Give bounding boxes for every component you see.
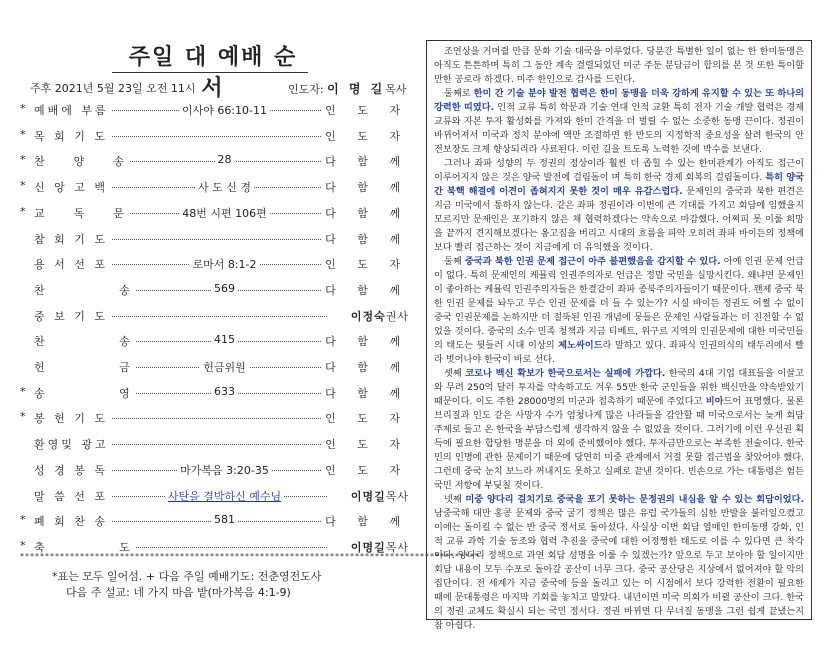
order-row	[20, 256, 415, 272]
article-highlight: 코로나 백신 확보가 한국으로서는 실패에 가깝다.	[465, 368, 666, 379]
order-item-detail-text: 이사야 66:10-11	[179, 104, 270, 117]
article-text: 드어 표명했다. 물론 브리질과 인도 같은 사망자 수가 엄청나게 많은 나라들을 감안할 때 미국으로서는 늦게 회담 주제로 들고 온 한국을 부담스럽게 생각하지 않을 수 없었을 것이다. 그러기에 이런 우선권 획득에 필요한 합당한 명분을 더 외에 준비했어야 했다. 투자금만으로는 부족한 전술이다. 한국민의 인명에 관한 문제이기 때문에 당연히 미중 관계에서 거절 못할 접근법을 찾았어야 했다. 그런데 중국 눈치 보느라 꺼내지도 못하고 실패로 끝낸 것이다. 빈손으로 가는 대통령은 험든 국민 저항에 부딪칠 것이다.	[434, 396, 805, 491]
order-item-detail-text: 633	[211, 385, 238, 398]
note-standing: *표는 모두 일어섬. + 다음 주일 예배기도: 전춘영전도사	[52, 570, 322, 583]
article-text: 둘째로	[444, 88, 474, 99]
leader-dots	[90, 444, 327, 445]
standing-mark: *	[20, 538, 26, 552]
order-row	[20, 359, 415, 375]
article-paragraph	[434, 45, 804, 87]
article-highlight: 특히 양국 간 북핵 해결에 이견이 좁혀지지 못한 것이 매우 유감스럽다.	[434, 172, 804, 197]
leader-name: 이명길	[350, 540, 386, 554]
leader-name: 다 함 께	[325, 155, 409, 169]
article-text: 인적 교류 특히 학문과 기술 연대 인적 교환 특히 전자 기술 개발 협력은 경제 교류와 자본 투자 활성화를 가져와 한미 간격을 더 벌릴 수 없는 소중한 동맹 끈이다. 정권이 바뀌어져서 미국과 정치 분야에 액만 조절하면 한 반도의 지정학적 중요성을 살려 한국의 안전보장도 크게 향상되리라 사료된다. 이런 길을 트도록 노력한 것에 박수를 보낸다.	[434, 102, 804, 155]
title-underline	[112, 72, 308, 73]
leader-name: 인 도 자	[325, 104, 409, 117]
order-item-name: 봉 헌 기 도	[34, 410, 111, 426]
order-row	[20, 462, 415, 478]
order-row	[20, 488, 415, 504]
order-item-name: 헌 금	[34, 359, 136, 375]
order-row	[20, 231, 415, 247]
order-item-detail-text: 로마서 8:1-2	[189, 258, 259, 271]
article-highlight: 중국과 북한 인권 문제 접근이 아주 불편했음을 감지할 수 있다.	[464, 256, 721, 267]
service-date: 주후 2021년 5월 23일 오전 11시	[30, 82, 196, 95]
order-item-leader	[322, 256, 409, 272]
article-text: 남중국해 대만 홍콩 문제와 중국 굴기 정책은 많은 유럽 국가들의 심한 반발을 불러일으켰고 이에는 돌이킬 수 없는 반 중국 정서로 돌아섰다. 사실상 이번 회담 열매인 한미동맹 강화, 인적 교류 과학 기술 동조와 협력 추진을 중국에 대한 어정쩡한 태도로 이를 수 있다면 큰 착각이다. 양다리 정책으로 과연 회담 성명을 이룰 수 있겠는가? 앞으로 두고 보아야 할 일이지만 회담 내용이 모두 수포로 돌아갈 공산이 너무 크다. 중국 공산당은 지상에서 없어져야 할 악의 집단이다. 전 세계가 지금 중국에 등을 돌리고 있는 이 시점에서 보다 강력한 전환이 필요한 때에 문대통령은 마지막 기회를 놓치고 말았다. 내년이면 미국 의회가 비뀔 공산이 크다. 한국의 정권 교체도 확실시 되는 국민 정서다. 정권 바뀌면 다 무너질 동맹을 그런 쉽게 끝냈는지 참 아쉽다.	[434, 508, 804, 631]
article-paragraph	[434, 87, 804, 157]
order-row	[20, 205, 415, 221]
article-text: 넷째	[444, 494, 466, 505]
order-item-leader	[348, 308, 409, 324]
order-row	[20, 513, 415, 529]
article-text: 문제인의 중국과 북한 편견은 지금 미국에서 통하지 않는다. 같은 좌파 정권이라 이번에 큰 기대를 가지고 회담에 임했을지 모르지만 문제인은 포기하지 않은 채 협력하겠다는 약속으로 마감했다. 어쩌피 못 이룰 희망을 끝까지 견지해보겠다는 옹고집을 버리고 시대의 흐름을 파악 오히려 좌파 바이든의 정책에 보다 빨리 접근하는 것이 지금에게 더 유익했을 것이다.	[434, 186, 804, 253]
order-item-detail	[120, 179, 329, 195]
order-item-detail	[120, 205, 329, 221]
order-item-name: 말 씀 선 포	[34, 488, 111, 504]
order-item-leader	[322, 333, 409, 349]
preacher-name: 이 명 길	[327, 82, 386, 96]
order-item-leader	[322, 385, 409, 401]
order-item-leader	[322, 282, 409, 298]
leader-dots	[90, 316, 327, 317]
order-item-name: 예배에 부름	[34, 102, 112, 118]
order-item-name: 찬 송	[34, 333, 136, 349]
order-item-detail-text: 569	[211, 282, 238, 295]
order-item-detail	[120, 256, 329, 272]
order-item-detail-text: 마가복음 3:20-35	[177, 464, 272, 477]
order-item-detail-text: 사 도 신 경	[195, 181, 254, 194]
leader-name: 다 함 께	[325, 361, 409, 374]
order-row	[20, 282, 415, 298]
leader-name: 인 도 자	[325, 463, 409, 477]
article-text: 한국의 4대 기업 대표들을 이끌고 와 무려 250억 달러 투자를 약속하고도 겨우 55만 한국 군인들을 위한 백신만을 약속받았기 때문이다. 이도 주한 28000명의 미군과 접촉하기 때문에 주었다고	[434, 368, 804, 407]
article-text: 아예 인권 문제 언급이 없다. 특히 문제인의 케뮬릭 인권주의자로 언급은 정말 국민을 실망시킨다. 왜냐면 문제인이 좋아하는 케뮬릭 인권주의자들은 한결같이 좌파 종북주의자들이기 때문이다. 왠제 중국 북한 인권 문제를 놔두고 무슨 인권 문제를 더 들 수 있는가? 시실 바이든 정권도 어쩔 수 없이 중국 인권문제를 논하지만 더 절뚝된 인권 개념에 뭉들은 문제인 사람들과는 더 진전할 수 없었을 것이다. 중국의 소수 민족 청책과 지금 티베트, 위구르 지역의 인권문제에 대한 미국민들의 태도는 뒷들러 시대 이상의	[434, 256, 805, 351]
leader-title: 목사	[385, 540, 409, 554]
article-text: 그러나 좌파 성향의 두 정권의 정상이라 훨씬 더 좁힐 수 있는 한미관계가 아직도 접근이 이루어지지 않은 것은 양국 발전에 걸림돌이 며 특히 한국 경제 회복의 걸림돌이다.	[434, 158, 804, 183]
leader-dots	[90, 136, 327, 137]
leader-name: 다 함 께	[325, 515, 409, 529]
order-item-leader	[322, 462, 409, 478]
leader-dots	[90, 239, 327, 240]
order-item-detail	[120, 462, 329, 478]
order-item-detail-text: 415	[211, 333, 238, 346]
order-item-name: 환영및 광고	[34, 436, 112, 452]
order-item-name: 송 영	[34, 385, 136, 401]
standing-mark: *	[20, 384, 26, 398]
article-text: 둘째	[444, 256, 465, 267]
order-item-detail	[120, 385, 329, 398]
leader-title: 목사	[385, 489, 409, 503]
leader-name: 이정숙	[350, 309, 386, 323]
order-item-name: 신 앙 고 백	[34, 179, 111, 195]
order-row	[20, 308, 415, 324]
order-item-leader	[322, 410, 409, 426]
order-item-detail-text: 48번 시편 106편	[179, 207, 270, 220]
standing-mark: *	[20, 410, 26, 424]
order-item-leader	[322, 102, 409, 118]
order-row	[20, 153, 415, 169]
order-item-name: 찬 양 송	[34, 153, 130, 169]
article-text: 셋째	[444, 368, 466, 379]
order-item-detail	[120, 359, 329, 375]
order-item-name: 참 회 기 도	[34, 231, 111, 247]
article-paragraph	[434, 157, 804, 255]
order-item-leader	[322, 179, 409, 195]
article-paragraph	[434, 493, 804, 633]
preacher-line	[288, 80, 407, 97]
leader-name: 다 함 께	[325, 206, 409, 220]
order-item-detail-text: 28	[215, 153, 235, 166]
order-item-detail	[120, 333, 329, 346]
order-item-detail-text: 헌금위원	[200, 361, 249, 374]
preacher-suffix: 목사	[385, 83, 407, 96]
article-text: 라 말하고 있다. 좌파식 인권의식의 태두리에서 빨라 벗어나야 한국이 바로 선다.	[434, 340, 805, 365]
article-highlight: 제노싸이드	[558, 340, 603, 351]
standing-mark: *	[20, 513, 26, 527]
leader-dots	[90, 418, 327, 419]
order-row	[20, 333, 415, 349]
leader-name: 다 함 께	[325, 386, 409, 400]
order-row	[20, 179, 415, 195]
article-highlight: 한미 간 기술 분야 발전 협력은 한미 동맹을 더욱 강하게 유지할 수 있는 또 하나의 강력한 띠였다.	[434, 88, 804, 113]
order-item-detail	[120, 282, 329, 295]
order-item-leader	[322, 153, 409, 169]
standing-mark: *	[20, 127, 26, 141]
order-item-name: 목 회 기 도	[34, 128, 111, 144]
leader-name: 다 함 께	[325, 181, 409, 195]
order-item-leader	[322, 128, 409, 144]
standing-mark: *	[20, 153, 26, 167]
note-next-sermon: 다음 주 설교: 네 가지 마음 밭(마가복음 4:1-9)	[66, 586, 291, 599]
order-item-name: 축 도	[34, 539, 136, 555]
standing-mark: *	[20, 102, 26, 115]
leader-title: 권사	[385, 309, 409, 323]
order-item-name: 찬 송	[34, 282, 136, 298]
order-item-detail-text: 581	[211, 513, 238, 526]
order-item-name: 교 독 문	[34, 205, 130, 221]
order-item-leader	[322, 436, 409, 452]
article-highlight: 비아	[705, 396, 724, 407]
separator-line: ********************************************************************************************	[20, 552, 480, 561]
order-item-leader	[322, 231, 409, 247]
order-item-name: 성 경 봉 독	[34, 462, 111, 478]
order-item-leader	[348, 488, 409, 504]
order-row	[20, 128, 415, 144]
order-item-name: 중 보 기 도	[34, 308, 111, 324]
page-title: 주일 대 예배 순서	[128, 44, 298, 101]
leader-name: 인 도 자	[325, 438, 409, 452]
leader-name: 다 함 께	[325, 283, 409, 297]
order-row	[20, 410, 415, 426]
order-item-detail	[120, 102, 329, 118]
leader-name: 인 도 자	[325, 129, 409, 143]
leader-name: 다 함 께	[325, 232, 409, 246]
order-item-detail-text: 사탄을 결박하신 예수님	[165, 490, 284, 503]
order-item-detail	[120, 488, 329, 504]
standing-mark: *	[20, 204, 26, 218]
leader-name: 다 함 께	[325, 335, 409, 349]
article-paragraph	[434, 255, 804, 367]
leader-name: 인 도 자	[325, 258, 409, 272]
order-item-detail	[120, 153, 329, 166]
article-panel	[426, 40, 812, 631]
order-item-detail	[120, 513, 329, 526]
order-item-name: 용 서 선 포	[34, 256, 111, 272]
article-text: 조연상을 거머쥘 만큼 문화 기술 대국을 이루었다. 당분간 특별한 일이 없는 한 한미동맹은 아직도 튼튼하며 특히 그 동안 계속 결렬되었던 미군 주둔 분담금이 합의를 본 것 또한 특이할 만한 공로라 하겠다. 미주 한인으로 감사를 드린다.	[434, 46, 804, 85]
order-item-name: 폐 회 찬 송	[34, 513, 111, 529]
standing-mark: *	[20, 179, 26, 193]
article-paragraph	[434, 367, 804, 493]
preacher-label: 인도자:	[288, 83, 324, 96]
order-item-leader	[322, 359, 409, 375]
leader-name: 이명길	[350, 489, 386, 503]
order-item-leader	[322, 205, 409, 221]
article-highlight: 미중 양다리 걸치기로 중국을 포기 못하는 문정권의 내심을 알 수 있는 회담이었다.	[465, 494, 804, 505]
leader-name: 인 도 자	[325, 412, 409, 426]
order-item-leader	[322, 513, 409, 529]
order-row	[20, 102, 415, 118]
order-row	[20, 436, 415, 452]
order-row	[20, 385, 415, 401]
